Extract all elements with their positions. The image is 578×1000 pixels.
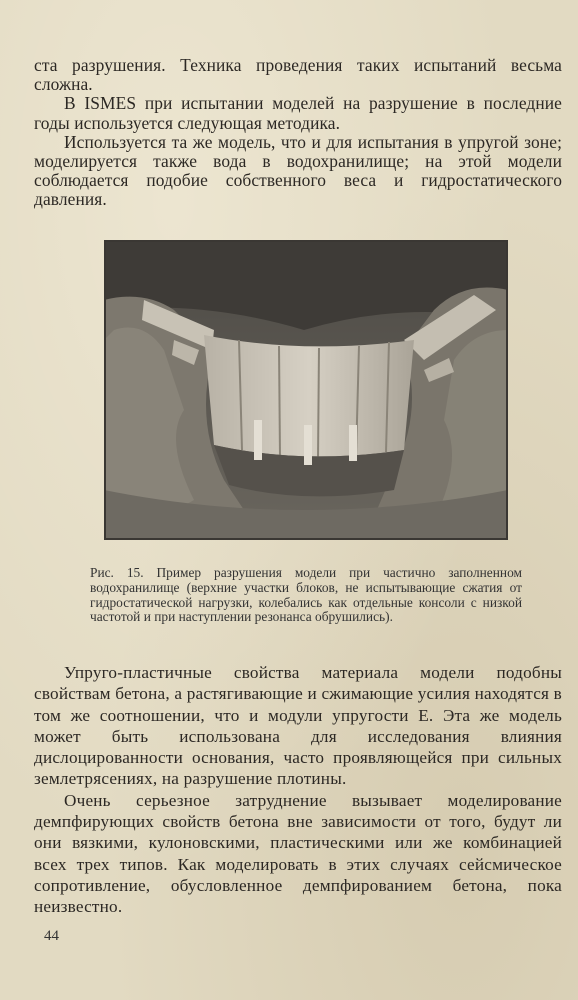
figure-caption-text: Рис. 15. Пример разрушения модели при частично заполненном водохранилище (верхние участки блоков, не испытывающие сжатия от гидростатической нагрузки, колебались как отдельные консоли с низкой частотой и при наступлении резонанса обрушились). (90, 565, 522, 625)
paragraph-ismes-method: В ISMES при испытании моделей на разрушение в последние годы используется следующая методика. (34, 93, 562, 133)
bottom-text-block (34, 662, 562, 918)
top-text-block (34, 56, 562, 210)
figure-caption (90, 566, 522, 625)
paragraph-model-description: Используется та же модель, что и для испытания в упругой зоне; моделируется также вода в водохранилище; на этой модели соблюдается подобие собственного веса и гидростатического давления. (34, 131, 562, 210)
paragraph-damping: Очень серьезное затруднение вызывает моделирование демпфирующих свойств бетона вне зависимости от того, будут ли они вязкими, кулоновскими, пластическими или же комбинацией всех трех типов. Как моделировать в этих случаях сейсмическое сопротивление, обусловленное демпфированием бетона, пока неизвестно. (34, 790, 562, 917)
page-number: 44 (44, 928, 59, 944)
paragraph-elastic-plastic: Упруго-пластичные свойства материала модели подобны свойствам бетона, а растягивающие и сжимающие усилия находятся в том же соотношении, что и модули упругости E. Эта же модель может быть использована для исследования влияния дислоцированности основания, часто проявляющейся при сильных землетрясениях, на разрушение плотины. (34, 663, 562, 789)
paragraph-continuation: ста разрушения. Техника проведения таких испытаний весьма сложна. (34, 55, 562, 95)
figure-dam-model-photo (104, 240, 508, 540)
dam-model-photo-icon (104, 240, 508, 540)
